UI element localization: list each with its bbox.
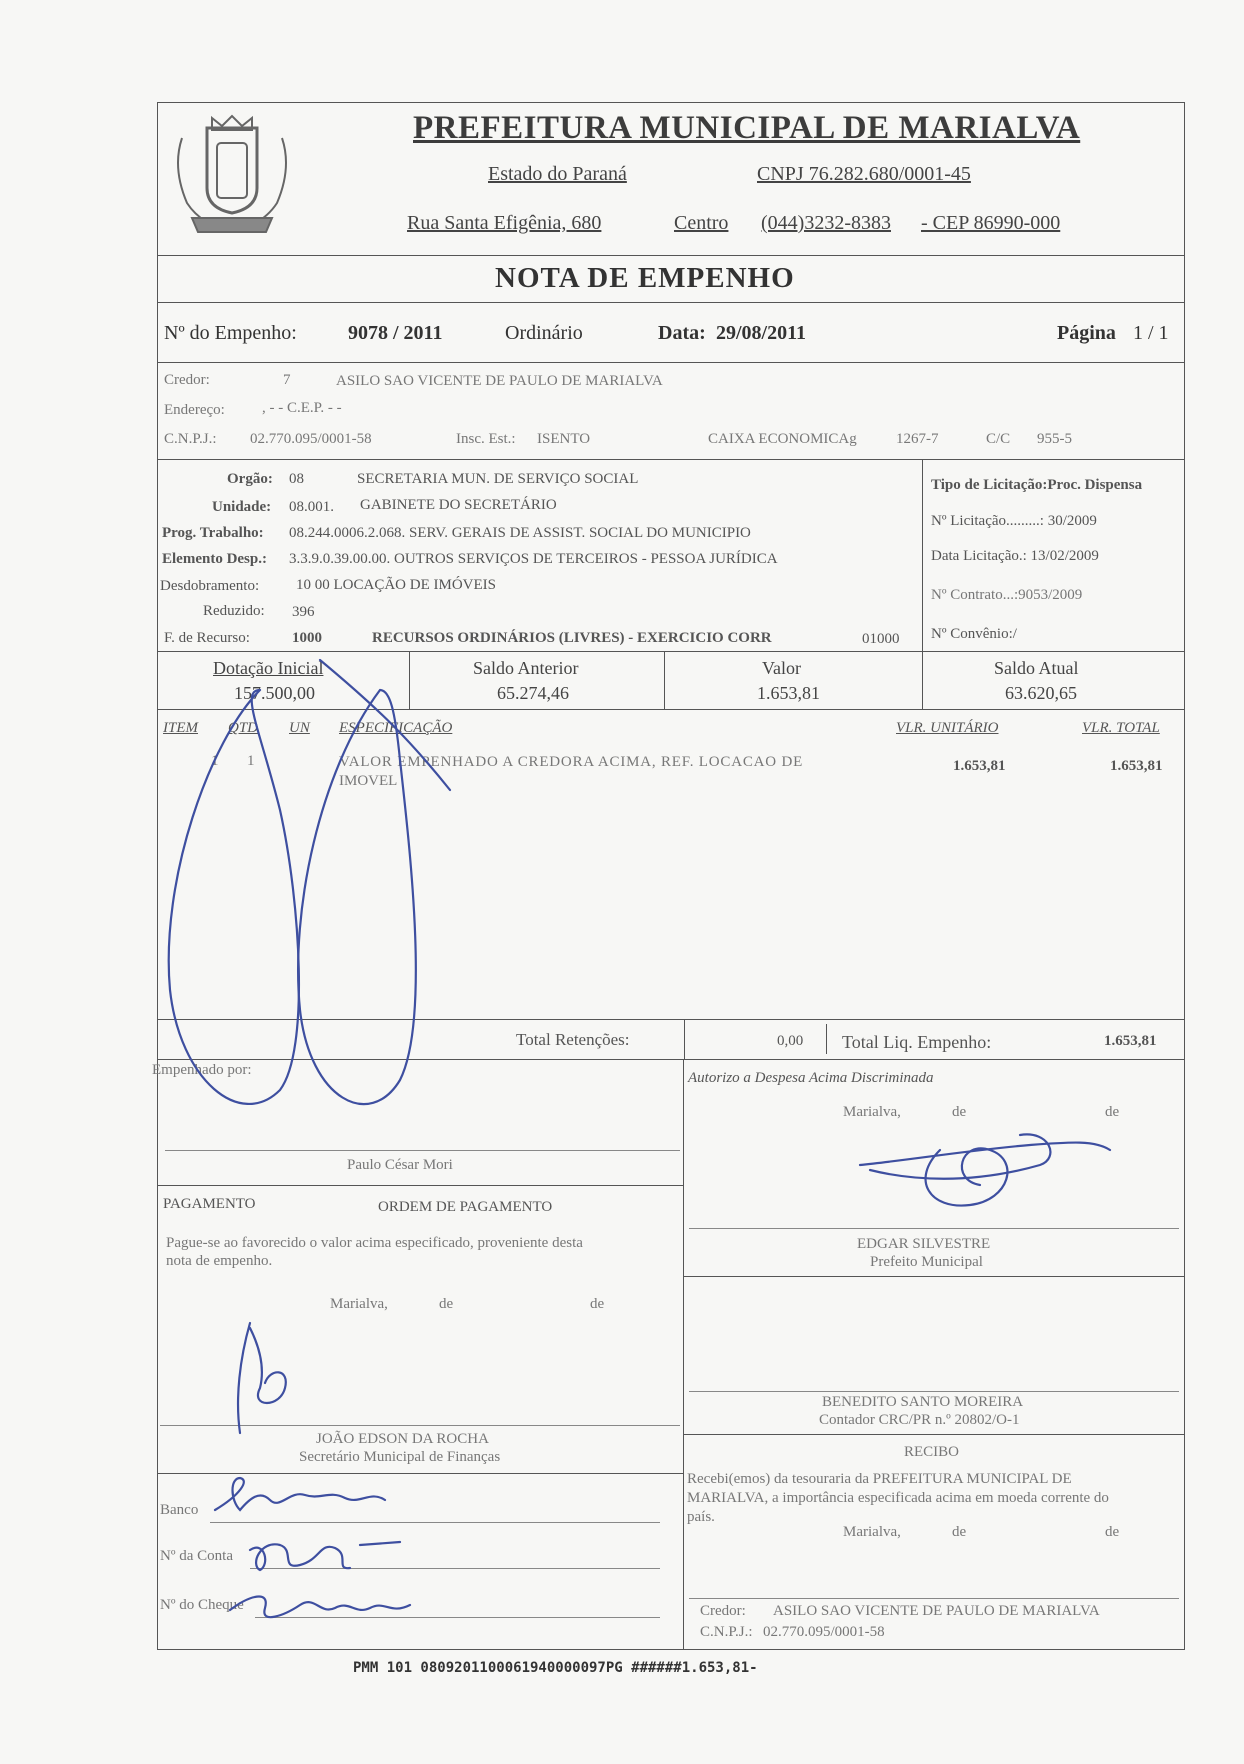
orgao-label: Orgão: <box>227 471 273 487</box>
desdobramento: 10 00 LOCAÇÃO DE IMÓVEIS <box>296 577 496 593</box>
pagamento-text-line1: Pague-se ao favorecido o valor acima especificado, proveniente desta <box>166 1235 583 1251</box>
recibo-text-line2: MARIALVA, a importância especificada acima em moeda corrente do <box>687 1490 1109 1506</box>
row-item: 1 <box>211 753 219 769</box>
saldo-atual-label: Saldo Atual <box>994 658 1079 678</box>
numero-convenio: Nº Convênio:/ <box>931 626 1017 642</box>
divider <box>922 651 923 709</box>
autorizo-city: Marialva, <box>843 1104 901 1120</box>
pagamento-label: PAGAMENTO <box>163 1196 256 1212</box>
recibo-de1: de <box>952 1524 967 1540</box>
recibo-city: Marialva, <box>843 1524 901 1540</box>
reduzido-label: Reduzido: <box>203 603 265 619</box>
handwritten-loops-signature <box>150 650 470 1150</box>
signature-line <box>689 1391 1179 1392</box>
municipality-title: PREFEITURA MUNICIPAL DE MARIALVA <box>413 110 1081 146</box>
state-name: Estado do Paraná <box>488 163 627 185</box>
credor-address: , - - C.E.P. - - <box>262 400 342 416</box>
divider <box>826 1024 827 1054</box>
empenho-number: 9078 / 2011 <box>348 322 443 344</box>
credor-account: 955-5 <box>1037 431 1072 447</box>
empenho-number-label: Nº do Empenho: <box>164 322 297 344</box>
credor-ie: ISENTO <box>537 431 591 447</box>
liq-value: 1.653,81 <box>1104 1033 1157 1049</box>
cheque-label: Nº do Cheque <box>160 1597 244 1613</box>
recibo-credor-label: Credor: <box>700 1603 746 1619</box>
phone: (044)3232-8383 <box>761 212 891 234</box>
recibo-credor-name: ASILO SAO VICENTE DE PAULO DE MARIALVA <box>773 1603 1100 1619</box>
banco-label: Banco <box>160 1502 199 1518</box>
unidade-name: GABINETE DO SECRETÁRIO <box>360 497 557 513</box>
tipo-licitacao: Tipo de Licitação:Proc. Dispensa <box>931 477 1143 493</box>
street-address: Rua Santa Efigênia, 680 <box>407 212 602 234</box>
retencoes-value: 0,00 <box>777 1033 804 1049</box>
account-label: C/C <box>986 431 1011 447</box>
contador-role: Contador CRC/PR n.º 20802/O-1 <box>819 1412 1020 1428</box>
empenho-date-label: Data: <box>658 322 706 344</box>
row-spec-line2: IMOVEL <box>339 773 398 789</box>
divider <box>157 459 1185 460</box>
dotacao-label: Dotação Inicial <box>213 658 324 678</box>
orgao-name: SECRETARIA MUN. DE SERVIÇO SOCIAL <box>357 471 639 487</box>
divider <box>157 1185 683 1186</box>
contador-name: BENEDITO SANTO MOREIRA <box>822 1394 1024 1410</box>
pagamento-de2: de <box>590 1296 605 1312</box>
prefeito-name: EDGAR SILVESTRE <box>857 1236 991 1252</box>
credor-agency: 1267-7 <box>896 431 939 447</box>
autorizo-de1: de <box>952 1104 967 1120</box>
address-label: Endereço: <box>164 402 225 418</box>
recurso-label: F. de Recurso: <box>164 630 250 646</box>
desdobramento-label: Desdobramento: <box>160 578 260 594</box>
divider <box>684 1019 685 1059</box>
unidade-code: 08.001. <box>289 499 334 515</box>
row-qtd: 1 <box>247 753 255 769</box>
saldo-atual-value: 63.620,65 <box>1005 683 1077 703</box>
elemento: 3.3.9.0.39.00.00. OUTROS SERVIÇOS DE TERCEIROS - PESSOA JURÍDICA <box>289 551 778 567</box>
ordem-pagamento-label: ORDEM DE PAGAMENTO <box>378 1199 553 1215</box>
recibo-label: RECIBO <box>904 1444 960 1460</box>
cep: - CEP 86990-000 <box>921 212 1061 234</box>
page-number: 1 / 1 <box>1133 322 1169 344</box>
recibo-cnpj-label: C.N.P.J.: <box>700 1624 753 1640</box>
banco-handwriting <box>210 1470 460 1635</box>
ie-label: Insc. Est.: <box>456 431 516 447</box>
divider <box>683 1434 1185 1435</box>
autorizo-de2: de <box>1105 1104 1120 1120</box>
saldo-anterior-value: 65.274,46 <box>497 683 569 703</box>
pagamento-city: Marialva, <box>330 1296 388 1312</box>
recurso-number: 01000 <box>862 631 900 647</box>
divider <box>922 459 923 651</box>
recibo-text-line3: país. <box>687 1509 715 1525</box>
reduzido: 396 <box>292 604 315 620</box>
credor-code: 7 <box>283 372 291 388</box>
dotacao-value: 157.500,00 <box>234 683 315 703</box>
secretario-name: JOÃO EDSON DA ROCHA <box>316 1431 489 1447</box>
header-un: UN <box>289 720 310 736</box>
recurso-name: RECURSOS ORDINÁRIOS (LIVRES) - EXERCICIO CORR <box>372 630 772 646</box>
divider <box>157 362 1185 363</box>
recurso-code: 1000 <box>292 630 322 646</box>
header-valor-unitario: VLR. UNITÁRIO <box>896 720 999 736</box>
header-valor-total: VLR. TOTAL <box>1082 720 1160 736</box>
secretario-role: Secretário Municipal de Finanças <box>299 1449 501 1465</box>
credor-label: Credor: <box>164 372 210 388</box>
divider <box>683 1059 684 1650</box>
data-licitacao: Data Licitação.: 13/02/2009 <box>931 548 1099 564</box>
prefeito-signature <box>850 1110 1120 1220</box>
unidade-label: Unidade: <box>212 499 272 515</box>
recibo-cnpj: 02.770.095/0001-58 <box>763 1624 885 1640</box>
header-qtd: QTD <box>228 720 259 736</box>
divider <box>664 651 665 709</box>
header-especificacao: ESPECIFICAÇÃO <box>339 720 453 736</box>
credor-name: ASILO SAO VICENTE DE PAULO DE MARIALVA <box>336 373 663 389</box>
empenho-type: Ordinário <box>505 322 583 344</box>
cnpj-label: C.N.P.J.: <box>164 431 217 447</box>
coat-of-arms-icon <box>162 108 302 238</box>
credor-bank: CAIXA ECONOMICAg <box>708 431 857 447</box>
row-spec-line1: VALOR EMPENHADO A CREDORA ACIMA, REF. LOCACAO DE <box>339 754 804 770</box>
saldo-anterior-label: Saldo Anterior <box>473 658 579 678</box>
header-item: ITEM <box>163 720 198 736</box>
divider <box>157 255 1185 256</box>
orgao-code: 08 <box>289 471 304 487</box>
document-title: NOTA DE EMPENHO <box>495 262 795 294</box>
valor-value: 1.653,81 <box>757 683 820 703</box>
prog-trabalho: 08.244.0006.2.068. SERV. GERAIS DE ASSIST. SOCIAL DO MUNICIPIO <box>289 525 751 541</box>
page-label: Página <box>1057 322 1116 344</box>
empenhado-label: Empenhado por: <box>152 1062 252 1078</box>
signature-line <box>689 1228 1179 1229</box>
secretario-signature <box>220 1318 310 1438</box>
divider <box>683 1276 1185 1277</box>
footer-code: PMM 101 0809201100061940000097PG ######1.653,81- <box>353 1660 758 1676</box>
recibo-text-line1: Recebi(emos) da tesouraria da PREFEITURA MUNICIPAL DE <box>687 1471 1072 1487</box>
empenhado-name: Paulo César Mori <box>347 1157 453 1173</box>
municipality-cnpj: CNPJ 76.282.680/0001-45 <box>757 163 971 185</box>
recibo-de2: de <box>1105 1524 1120 1540</box>
empenho-date: 29/08/2011 <box>716 322 807 344</box>
conta-label: Nº da Conta <box>160 1548 233 1564</box>
divider <box>157 302 1185 303</box>
valor-label: Valor <box>762 658 801 678</box>
row-unit-value: 1.653,81 <box>953 758 1006 774</box>
prefeito-role: Prefeito Municipal <box>870 1254 983 1270</box>
elemento-label: Elemento Desp.: <box>162 551 267 567</box>
signature-line <box>165 1150 680 1151</box>
autorizo-label: Autorizo a Despesa Acima Discriminada <box>688 1070 934 1086</box>
pagamento-text-line2: nota de empenho. <box>166 1253 273 1269</box>
numero-contrato: Nº Contrato...:9053/2009 <box>931 587 1083 603</box>
signature-line <box>689 1598 1179 1599</box>
prog-trabalho-label: Prog. Trabalho: <box>162 525 264 541</box>
credor-cnpj: 02.770.095/0001-58 <box>250 431 372 447</box>
district: Centro <box>674 212 729 234</box>
numero-licitacao: Nº Licitação.........: 30/2009 <box>931 513 1097 529</box>
row-total-value: 1.653,81 <box>1110 758 1163 774</box>
liq-label: Total Liq. Empenho: <box>842 1032 992 1052</box>
retencoes-label: Total Retenções: <box>516 1030 630 1049</box>
pagamento-de1: de <box>439 1296 454 1312</box>
